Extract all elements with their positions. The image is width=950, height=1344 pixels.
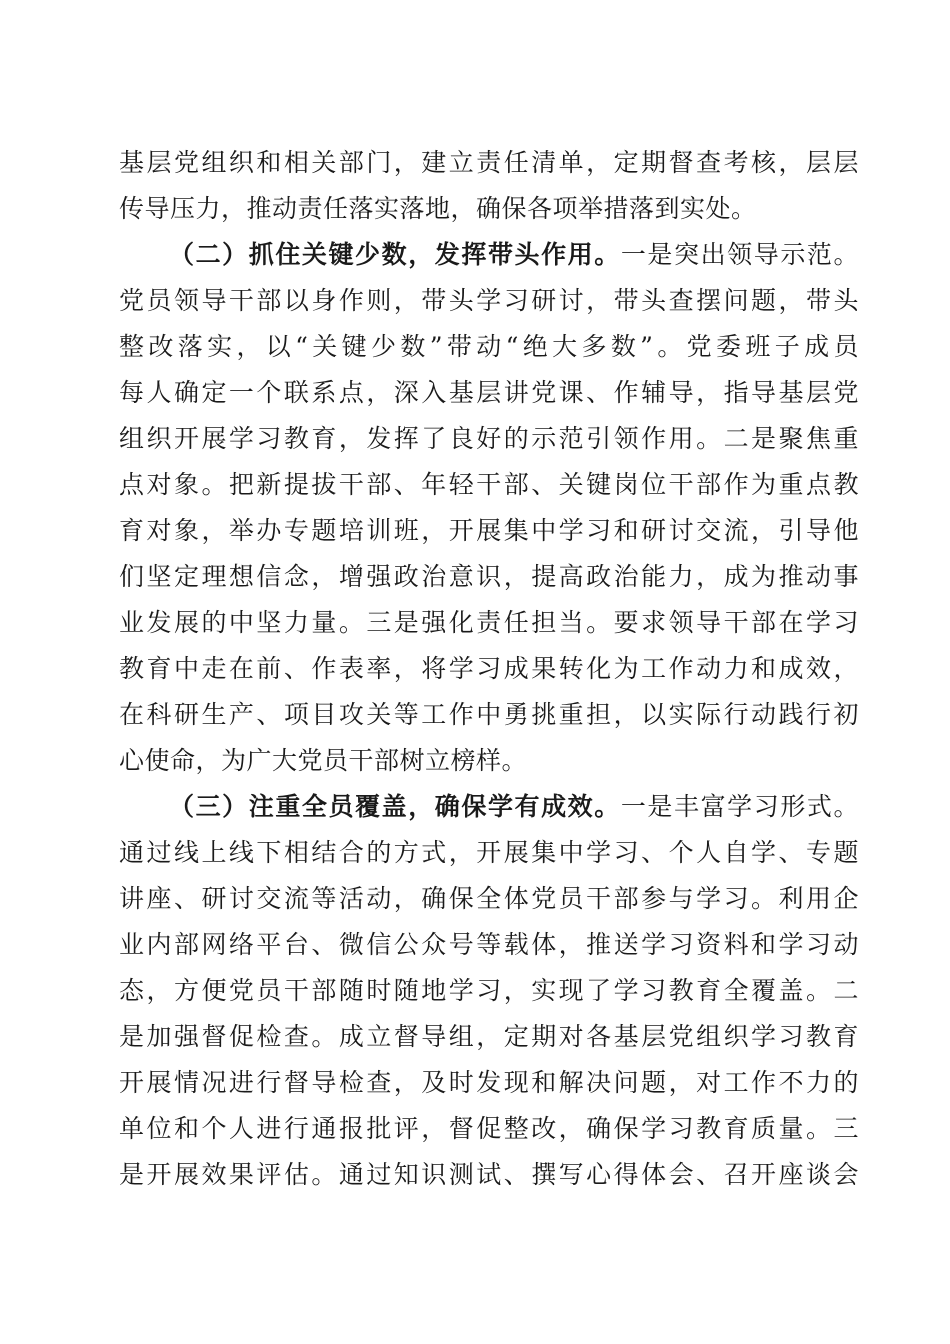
text-line: 业内部网络平台、微信公众号等载体，推送学习资料和学习动 <box>119 930 859 959</box>
text-line: 是加强督促检查。成立督导组，定期对各基层党组织学习教育 <box>119 1022 859 1051</box>
text-line: 每人确定一个联系点，深入基层讲党课、作辅导，指导基层党 <box>119 378 859 407</box>
text-line: 点对象。把新提拔干部、年轻干部、关键岗位干部作为重点教 <box>119 470 859 499</box>
text-line: 心使命，为广大党员干部树立榜样。 <box>119 746 528 775</box>
text-line: 教育中走在前、作表率，将学习成果转化为工作动力和成效， <box>119 654 859 683</box>
text-line: 基层党组织和相关部门，建立责任清单，定期督查考核，层层 <box>119 148 859 177</box>
text-line: 在科研生产、项目攻关等工作中勇挑重担，以实际行动践行初 <box>119 700 859 729</box>
text-line: 党员领导干部以身作则，带头学习研讨，带头查摆问题，带头 <box>119 286 859 315</box>
text-line: 业发展的中坚力量。三是强化责任担当。要求领导干部在学习 <box>119 608 859 637</box>
text-line: 讲座、研讨交流等活动，确保全体党员干部参与学习。利用企 <box>119 884 859 913</box>
text-segment: 一是突出领导示范。 <box>620 240 859 269</box>
section-heading-line <box>169 235 859 275</box>
text-line: 态，方便党员干部随时随地学习，实现了学习教育全覆盖。二 <box>119 976 859 1005</box>
section-heading-line <box>169 787 859 827</box>
text-line: 组织开展学习教育，发挥了良好的示范引领作用。二是聚焦重 <box>119 424 859 453</box>
text-line: 整改落实，以“关键少数”带动“绝大多数”。党委班子成员 <box>119 332 859 361</box>
text-line: 传导压力，推动责任落实落地，确保各项举措落到实处。 <box>119 194 757 223</box>
section-heading: （二）抓住关键少数，发挥带头作用。 <box>169 240 621 269</box>
text-line: 是开展效果评估。通过知识测试、撰写心得体会、召开座谈会 <box>119 1160 859 1189</box>
text-line: 们坚定理想信念，增强政治意识，提高政治能力，成为推动事 <box>119 562 859 591</box>
text-line: 单位和个人进行通报批评，督促整改，确保学习教育质量。三 <box>119 1114 859 1143</box>
section-heading: （三）注重全员覆盖，确保学有成效。 <box>169 792 621 821</box>
text-segment: 一是丰富学习形式。 <box>620 792 859 821</box>
text-line: 通过线上线下相结合的方式，开展集中学习、个人自学、专题 <box>119 838 859 867</box>
text-line: 育对象，举办专题培训班，开展集中学习和研讨交流，引导他 <box>119 516 859 545</box>
text-line: 开展情况进行督导检查，及时发现和解决问题，对工作不力的 <box>119 1068 859 1097</box>
